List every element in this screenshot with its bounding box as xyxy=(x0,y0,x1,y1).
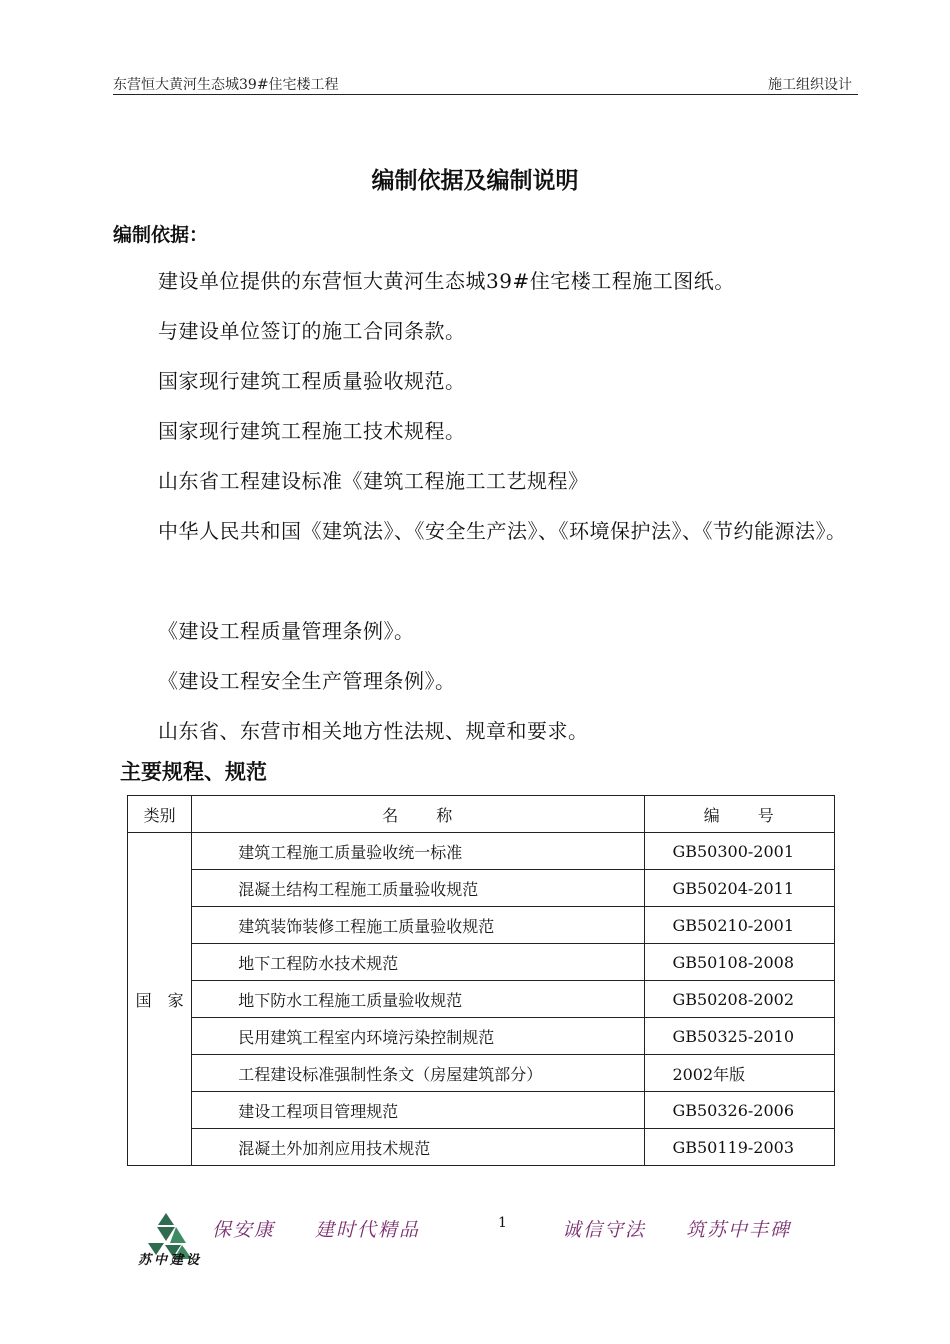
basis-paragraph-1: 建设单位提供的东营恒大黄河生态城39#住宅楼工程施工图纸。 xyxy=(158,269,735,293)
table-row xyxy=(128,981,835,1018)
standard-name: 混凝土外加剂应用技术规范 xyxy=(192,1129,645,1166)
basis-paragraph-9: 山东省、东营市相关地方性法规、规章和要求。 xyxy=(158,719,589,743)
standard-name: 建设工程项目管理规范 xyxy=(192,1092,645,1129)
standard-code: GB50326-2006 xyxy=(645,1092,835,1129)
standard-code: GB50325-2010 xyxy=(645,1018,835,1055)
basis-paragraph-3: 国家现行建筑工程质量验收规范。 xyxy=(158,369,466,393)
company-logo-text: 苏中建设 xyxy=(138,1253,203,1268)
footer-slogan-4: 筑苏中丰碑 xyxy=(686,1219,792,1241)
basis-paragraph-5: 山东省工程建设标准《建筑工程施工工艺规程》 xyxy=(158,469,589,493)
standard-code: GB50300-2001 xyxy=(645,833,835,870)
section-heading-basis: 编制依据： xyxy=(113,224,209,246)
table-row xyxy=(128,1018,835,1055)
standard-code: GB50108-2008 xyxy=(645,944,835,981)
table-row xyxy=(128,1092,835,1129)
table-header-row xyxy=(128,796,835,833)
page-title: 编制依据及编制说明 xyxy=(371,168,579,194)
table-row xyxy=(128,870,835,907)
table-row xyxy=(128,833,835,870)
standard-name: 建筑装饰装修工程施工质量验收规范 xyxy=(192,907,645,944)
table-row xyxy=(128,907,835,944)
standard-name: 混凝土结构工程施工质量验收规范 xyxy=(192,870,645,907)
basis-paragraph-7: 《建设工程质量管理条例》。 xyxy=(158,619,415,643)
header-project-name: 东营恒大黄河生态城39#住宅楼工程 xyxy=(113,77,339,93)
header-code: 编 号 xyxy=(645,796,835,833)
header-name: 名 称 xyxy=(192,796,645,833)
section-heading-standards: 主要规程、规范 xyxy=(120,760,267,784)
table-row xyxy=(128,944,835,981)
table-row xyxy=(128,1055,835,1092)
basis-paragraph-8: 《建设工程安全生产管理条例》。 xyxy=(158,669,456,693)
page-footer xyxy=(0,1205,950,1285)
page-number: 1 xyxy=(498,1215,507,1231)
standard-code: GB50204-2011 xyxy=(645,870,835,907)
basis-paragraph-2: 与建设单位签订的施工合同条款。 xyxy=(158,319,466,343)
standards-table xyxy=(127,795,835,1166)
standard-name: 建筑工程施工质量验收统一标准 xyxy=(192,833,645,870)
category-cell: 国 家 xyxy=(128,833,192,1166)
footer-slogan-3: 诚信守法 xyxy=(562,1219,647,1241)
standard-name: 民用建筑工程室内环境污染控制规范 xyxy=(192,1018,645,1055)
standard-code: GB50208-2002 xyxy=(645,981,835,1018)
standard-name: 地下工程防水技术规范 xyxy=(192,944,645,981)
footer-slogan-2: 建时代精品 xyxy=(315,1219,421,1241)
header-doc-type: 施工组织设计 xyxy=(768,77,852,93)
standard-name: 工程建设标准强制性条文（房屋建筑部分） xyxy=(192,1055,645,1092)
standard-code: GB50210-2001 xyxy=(645,907,835,944)
table-row xyxy=(128,1129,835,1166)
standard-code: GB50119-2003 xyxy=(645,1129,835,1166)
standard-name: 地下防水工程施工质量验收规范 xyxy=(192,981,645,1018)
basis-paragraph-6: 中华人民共和国《建筑法》、《安全生产法》、《环境保护法》、《节约能源法》。 xyxy=(158,519,847,543)
standard-code: 2002年版 xyxy=(645,1055,835,1092)
header-category: 类别 xyxy=(128,796,192,833)
page-header xyxy=(113,72,858,95)
basis-paragraph-4: 国家现行建筑工程施工技术规程。 xyxy=(158,419,466,443)
footer-slogan-1: 保安康 xyxy=(212,1219,276,1241)
